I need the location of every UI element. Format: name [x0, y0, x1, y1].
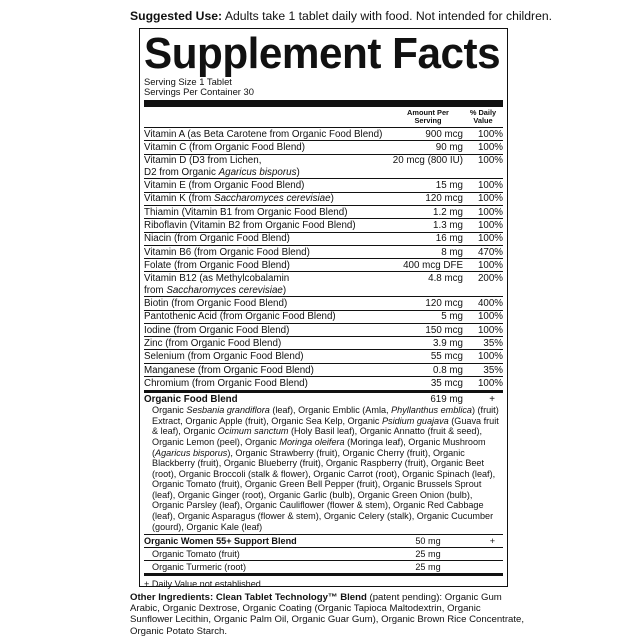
food-blend-ingredients: Organic Sesbania grandiflora (leaf), Organic Emblic (Amla, Phyllanthus emblica) (fruit) Extract, Organic Apple (fruit), Organic Sea Kelp, Organic Psidium guajava (Guava fruit & leaf), Organic Ocimum sanctum (Holy Basil leaf), Organic Annatto (fruit & seed), Organic Lemon (peel), Organic Moringa oleifera (Moringa leaf), Organic Mushroom (Agaricus bisporus), Organic Strawberry (fruit), Organic Cherry (fruit), Organic Blackberry (fruit), Organic Blueberry (fruit), Organic Raspberry (fruit), Organic Beet (root), Organic Broccoli (stalk & flower), Organic Carrot (root), Organic Spinach (leaf), Organic Tomato (fruit), Organic Green Bell Pepper (fruit), Organic Brussels Sprout (leaf), Organic Ginger (root), Organic Garlic (bulb), Organic Green Onion (bulb), Organic Parsley (leaf), Organic Cauliflower (flower & stem), Organic Red Cabbage (leaf), Organic Asparagus (flower & stem), Organic Celery (stalk), Organic Cucumber (gourd), Organic Kale (leaf) [144, 405, 503, 535]
serving-size: Serving Size 1 Tablet [144, 76, 232, 87]
nutrient-row [144, 297, 503, 310]
nutrient-amount: 400 mcg DFE [403, 259, 463, 271]
nutrient-row [144, 246, 503, 259]
nutrient-row [144, 155, 503, 180]
nutrient-row [144, 128, 503, 141]
nutrient-name: Vitamin D (D3 from Lichen, D2 from Organic Agaricus bisporus) [144, 155, 300, 178]
support-blend-dv: + [489, 536, 495, 547]
other-ingredients-label: Other Ingredients: Clean Tablet Technology™ Blend [130, 592, 367, 603]
nutrient-amount: 1.2 mg [433, 206, 463, 218]
nutrient-row [144, 311, 503, 324]
nutrient-row [144, 259, 503, 272]
panel-title: Supplement Facts [144, 29, 501, 78]
nutrient-rows [144, 128, 503, 390]
nutrient-dv: 470% [477, 246, 503, 258]
support-blend-name: Organic Women 55+ Support Blend [144, 536, 297, 547]
suggested-use [130, 9, 553, 24]
nutrient-amount: 0.8 mg [433, 364, 463, 376]
nutrient-amount: 3.9 mg [433, 337, 463, 349]
dv-header: % Daily Value [469, 108, 497, 125]
nutrient-row [144, 272, 503, 297]
nutrient-row [144, 206, 503, 219]
other-ingredients-text: (patent pending): Organic Gum Arabic, Organic Dextrose, Organic Coating (Organic Tapioca Maltodextrin, Organic Sunflower Lecithin, Organic Palm Oil, Organic Guar Gum), Organic Brown Rice Concentrate, Organic Potato Starch. [130, 592, 525, 637]
nutrient-dv: 200% [477, 273, 503, 285]
nutrient-row [144, 377, 503, 390]
nutrient-dv: 100% [477, 259, 503, 271]
nutrient-amount: 150 mcg [425, 324, 463, 336]
nutrient-name: Chromium (from Organic Food Blend) [144, 377, 308, 389]
nutrient-name: Selenium (from Organic Food Blend) [144, 351, 304, 363]
nutrient-dv: 100% [477, 206, 503, 218]
nutrient-name: Vitamin B6 (from Organic Food Blend) [144, 246, 310, 258]
nutrient-name: Niacin (from Organic Food Blend) [144, 233, 290, 245]
amount-header: Amount Per Serving [407, 108, 449, 125]
nutrient-amount: 1.3 mg [433, 220, 463, 232]
nutrient-amount: 4.8 mcg [428, 273, 463, 285]
nutrient-amount: 900 mcg [425, 128, 463, 140]
nutrient-amount: 5 mg [441, 311, 463, 323]
support-blend-amount: 50 mg [415, 536, 441, 547]
support-item [144, 548, 503, 561]
nutrient-row [144, 141, 503, 154]
nutrient-name: Iodine (from Organic Food Blend) [144, 324, 290, 336]
nutrient-dv: 100% [477, 233, 503, 245]
nutrient-dv: 35% [483, 337, 503, 349]
support-item-name: Organic Turmeric (root) [152, 562, 246, 573]
thick-divider [144, 100, 503, 107]
nutrient-name: Pantothenic Acid (from Organic Food Blend) [144, 311, 336, 323]
food-blend-dv: + [489, 393, 495, 405]
nutrient-dv: 100% [477, 128, 503, 140]
nutrient-amount: 90 mg [435, 142, 463, 154]
nutrient-name: Vitamin B12 (as Methylcobalamin from Saccharomyces cerevisiae) [144, 273, 290, 296]
suggested-use-label: Suggested Use: [130, 9, 223, 23]
nutrient-dv: 100% [477, 377, 503, 389]
nutrient-name: Riboflavin (Vitamin B2 from Organic Food Blend) [144, 220, 356, 232]
nutrient-row [144, 233, 503, 246]
support-item-amount: 25 mg [415, 562, 441, 573]
nutrient-dv: 100% [477, 351, 503, 363]
nutrient-amount: 35 mcg [430, 377, 463, 389]
nutrient-amount: 120 mcg [425, 193, 463, 205]
supplement-facts-panel [139, 28, 508, 590]
nutrient-amount: 120 mcg [425, 298, 463, 310]
nutrient-amount: 16 mg [435, 233, 463, 245]
nutrient-row [144, 193, 503, 206]
nutrient-name: Thiamin (Vitamin B1 from Organic Food Blend) [144, 206, 348, 218]
nutrient-dv: 100% [477, 142, 503, 154]
nutrient-amount: 8 mg [441, 246, 463, 258]
nutrient-row [144, 179, 503, 192]
footnote: + Daily Value not established. [144, 579, 264, 590]
nutrient-name: Vitamin K (from Saccharomyces cerevisiae) [144, 193, 334, 205]
nutrient-amount: 20 mcg (800 IU) [392, 155, 463, 167]
nutrient-dv: 100% [477, 155, 503, 167]
nutrient-amount: 15 mg [435, 180, 463, 192]
suggested-use-text: Adults take 1 tablet daily with food. Not intended for children. [222, 9, 553, 23]
nutrient-amount: 55 mcg [430, 351, 463, 363]
support-item-amount: 25 mg [415, 549, 441, 560]
column-header [144, 107, 503, 128]
nutrient-row [144, 350, 503, 363]
nutrient-dv: 100% [477, 220, 503, 232]
food-blend-row [144, 393, 503, 406]
nutrient-row [144, 364, 503, 377]
nutrient-dv: 100% [477, 193, 503, 205]
support-item [144, 561, 503, 576]
nutrient-dv: 100% [477, 324, 503, 336]
nutrient-name: Biotin (from Organic Food Blend) [144, 298, 288, 310]
servings-per-container: Servings Per Container 30 [144, 86, 254, 97]
nutrient-dv: 400% [477, 298, 503, 310]
support-blend-row [144, 535, 503, 548]
other-ingredients [130, 592, 525, 637]
food-blend-name: Organic Food Blend [144, 393, 238, 405]
nutrient-name: Zinc (from Organic Food Blend) [144, 337, 282, 349]
nutrient-name: Manganese (from Organic Food Blend) [144, 364, 314, 376]
nutrient-name: Folate (from Organic Food Blend) [144, 259, 290, 271]
support-item-name: Organic Tomato (fruit) [152, 549, 240, 560]
nutrient-row [144, 324, 503, 337]
nutrient-row [144, 219, 503, 232]
nutrient-dv: 100% [477, 180, 503, 192]
nutrient-name: Vitamin A (as Beta Carotene from Organic Food Blend) [144, 128, 383, 140]
nutrient-name: Vitamin C (from Organic Food Blend) [144, 142, 305, 154]
food-blend-amount: 619 mg [430, 393, 463, 405]
nutrient-name: Vitamin E (from Organic Food Blend) [144, 180, 305, 192]
nutrient-row [144, 337, 503, 350]
nutrient-dv: 35% [483, 364, 503, 376]
nutrient-dv: 100% [477, 311, 503, 323]
